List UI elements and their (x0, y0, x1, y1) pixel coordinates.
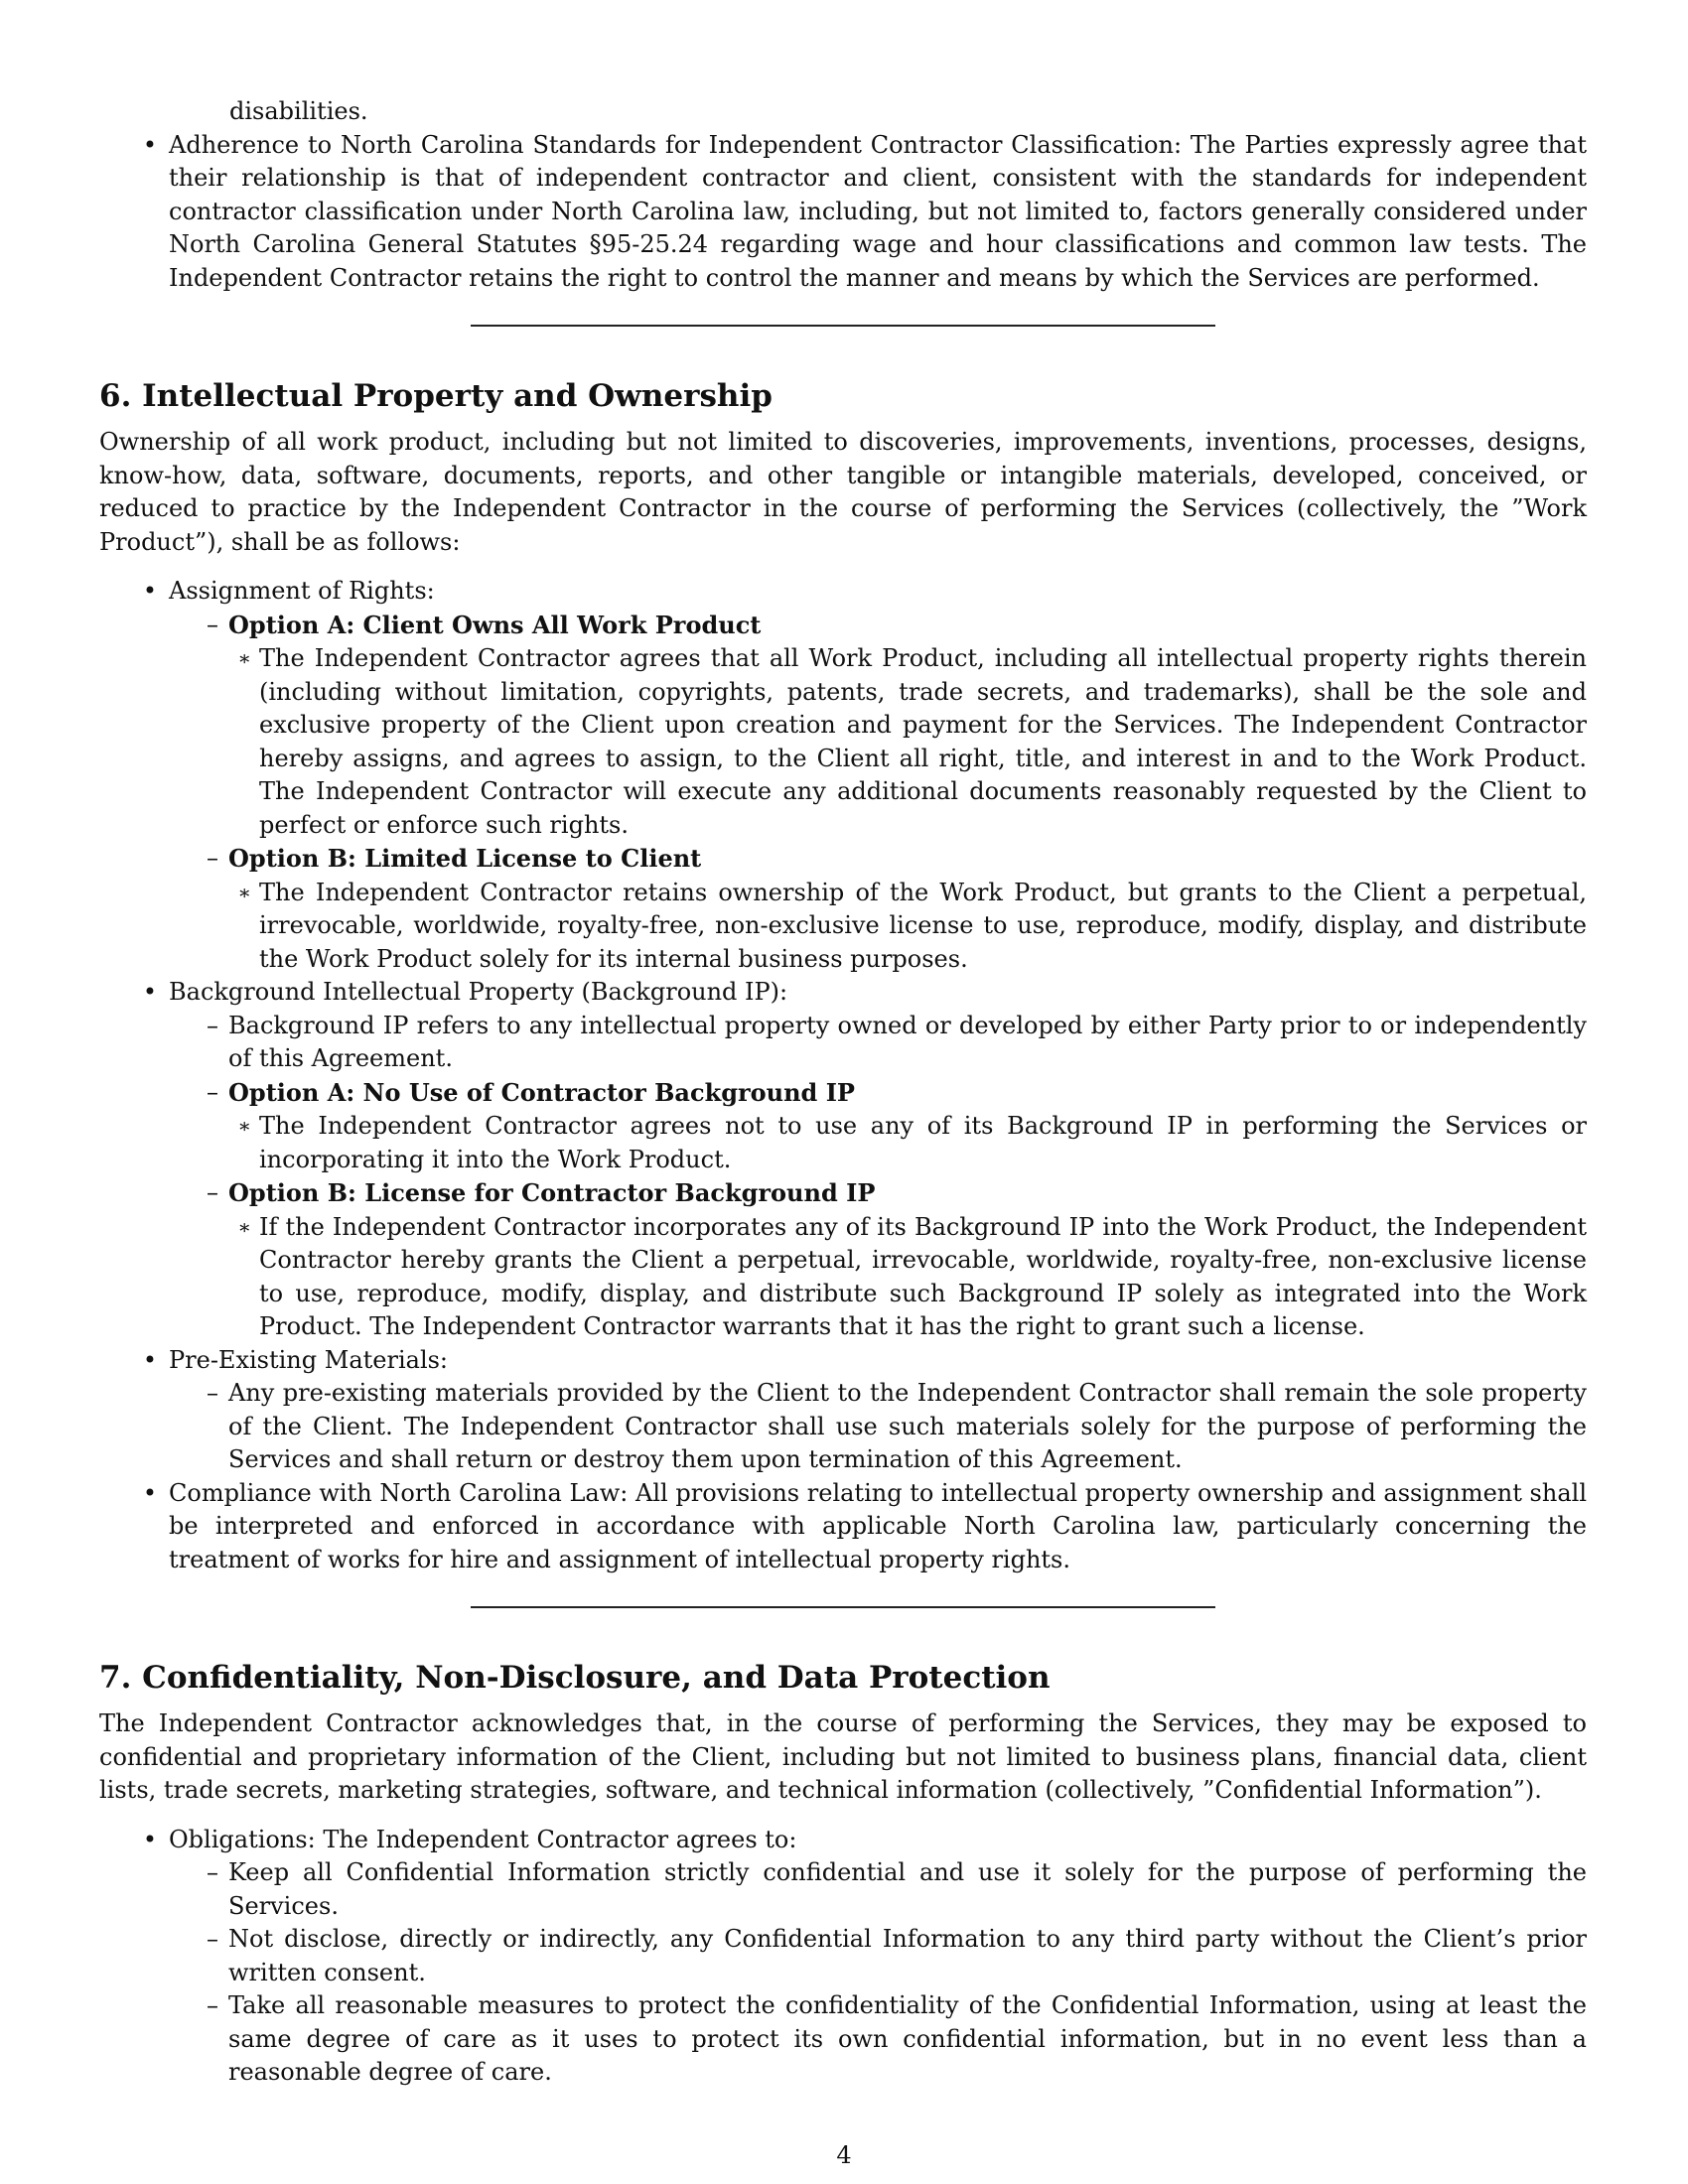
list-item (207, 1176, 1587, 1344)
background-label: Background Intellectual Property (Background IP): (169, 978, 788, 1006)
dash-icon: – (207, 1925, 218, 1953)
dash-icon: – (207, 610, 218, 638)
obligation-text: Not disclose, directly or indirectly, any Confidential Information to any third party without the Client’s prior written consent. (228, 1925, 1587, 1986)
obligations-label: Obligations: The Independent Contractor agrees to: (169, 1825, 797, 1853)
list-item (207, 1923, 1587, 1989)
dash-icon: – (207, 1178, 218, 1206)
dash-icon: – (207, 1991, 218, 2019)
dash-icon: – (207, 1379, 218, 1407)
list-item (207, 609, 1587, 843)
list-item (237, 877, 1587, 977)
bullet-icon: • (142, 978, 157, 1006)
option-title: Option B: Limited License to Client (228, 844, 702, 873)
dash-icon: – (207, 1011, 218, 1039)
list-item (207, 1989, 1587, 2090)
section7-intro: The Independent Contractor acknowledges that, in the course of performing the Services, they may be exposed to confidential and proprietary information of the Client, including but not limited to business plans, financial data, client lists, trade secrets, marketing strategies, software, and technical information (collectively, ”Confidential Information”). (99, 1709, 1587, 1804)
preexisting-text: Any pre-existing materials provided by the Client to the Independent Contractor shall remain the sole property of the Client. The Independent Contractor shall use such materials solely for the purpose of performing the Services and shall return or destroy them upon termination of this Agreement. (228, 1379, 1587, 1473)
list-item (142, 575, 1587, 976)
option-title: Option B: License for Contractor Background IP (228, 1178, 876, 1207)
assignment-label: Assignment of Rights: (169, 577, 435, 605)
dash-icon: – (207, 1077, 218, 1106)
continuation-text: disabilities. (229, 97, 368, 125)
list-item (207, 1856, 1587, 1923)
asterisk-icon: ∗ (237, 646, 251, 670)
section6-heading: 6. Intellectual Property and Ownership (99, 378, 773, 414)
list-item (142, 976, 1587, 1344)
option-text: The Independent Contractor agrees not to use any of its Background IP in performing the Services or incorporating it into the Work Product. (259, 1112, 1587, 1173)
option-text: The Independent Contractor retains ownership of the Work Product, but grants to the Client a perpetual, irrevocable, worldwide, royalty-free, non-exclusive license to use, reproduce, modify, display, and distribute the Work Product solely for its internal business purposes. (259, 878, 1587, 973)
section6-intro: Ownership of all work product, including but not limited to discoveries, improvements, inventions, processes, designs, know-how, data, software, documents, reports, and other tangible or intangible materials, developed, conceived, or reduced to practice by the Independent Contractor in the course of performing the Services (collectively, the ”Work Product”), shall be as follows: (99, 428, 1587, 556)
obligation-text: Take all reasonable measures to protect the confidentiality of the Confidential Information, using at least the same degree of care as it uses to protect its own confidential information, but in no event less than a reasonable degree of care. (228, 1991, 1587, 2086)
option-title: Option A: Client Owns All Work Product (228, 610, 762, 639)
bullet-icon: • (142, 1825, 157, 1853)
page-number: 4 (836, 2141, 852, 2169)
list-item (207, 842, 1587, 976)
list-item (142, 1344, 1587, 1477)
list-item (142, 1824, 1587, 2090)
preexisting-label: Pre-Existing Materials: (169, 1345, 449, 1374)
compliance-text: Compliance with North Carolina Law: All provisions relating to intellectual property ownership and assignment shall be interpreted and enforced in accordance with applicable North Carolina law, particularly concerning the treatment of works for hire and assignment of intellectual property rights. (169, 1478, 1587, 1573)
bullet-icon: • (142, 130, 157, 159)
option-text: The Independent Contractor agrees that all Work Product, including all intellectual property rights therein (including without limitation, copyrights, patents, trade secrets, and trademarks), shall be the sole and exclusive property of the Client upon creation and payment for the Services. The Independent Contractor hereby assigns, and agrees to assign, to the Client all right, title, and interest in and to the Work Product. The Independent Contractor will execute any additional documents reasonably requested by the Client to perfect or enforce such rights. (259, 644, 1587, 839)
option-title: Option A: No Use of Contractor Background IP (228, 1077, 855, 1107)
option-text: If the Independent Contractor incorporates any of its Background IP into the Work Product, the Independent Contractor hereby grants the Client a perpetual, irrevocable, worldwide, royalty-free, non-exclusive license to use, reproduce, modify, display, and distribute such Background IP solely as integrated into the Work Product. The Independent Contractor warrants that it has the right to grant such a license. (259, 1212, 1587, 1340)
list-item (142, 129, 1587, 296)
bullet-icon: • (142, 577, 157, 605)
section7-heading: 7. Confidentiality, Non-Disclosure, and Data Protection (99, 1660, 1051, 1696)
document-page (99, 95, 1587, 2090)
bullet-icon: • (142, 1478, 157, 1507)
list-item (237, 1110, 1587, 1176)
adherence-text: Adherence to North Carolina Standards for Independent Contractor Classification: The Parties expressly agree that their relationship is that of independent contractor and client, consistent with the standards for independent contractor classification under North Carolina law, including, but not limited to, factors generally considered under North Carolina General Statutes §95-25.24 regarding wage and hour classifications and common law tests. The Independent Contractor retains the right to control the manner and means by which the Services are performed. (169, 130, 1587, 292)
dash-icon: – (207, 844, 218, 872)
bullet-icon: • (142, 1345, 157, 1374)
asterisk-icon: ∗ (237, 880, 251, 904)
section7-list (99, 1824, 1587, 2090)
list-item (207, 1010, 1587, 1076)
dash-icon: – (207, 1858, 218, 1886)
list-item (237, 1211, 1587, 1344)
obligation-text: Keep all Confidential Information strictly confidential and use it solely for the purpose of performing the Services. (228, 1858, 1587, 1920)
list-item (142, 1477, 1587, 1577)
asterisk-icon: ∗ (237, 1214, 251, 1239)
section6-list (99, 575, 1587, 1576)
list-item (207, 1377, 1587, 1477)
list-item (237, 642, 1587, 842)
section5-list (99, 129, 1587, 296)
background-definition: Background IP refers to any intellectual property owned or developed by either Party prior to or independently of this Agreement. (228, 1011, 1587, 1072)
list-item (207, 1076, 1587, 1177)
asterisk-icon: ∗ (237, 1114, 251, 1138)
